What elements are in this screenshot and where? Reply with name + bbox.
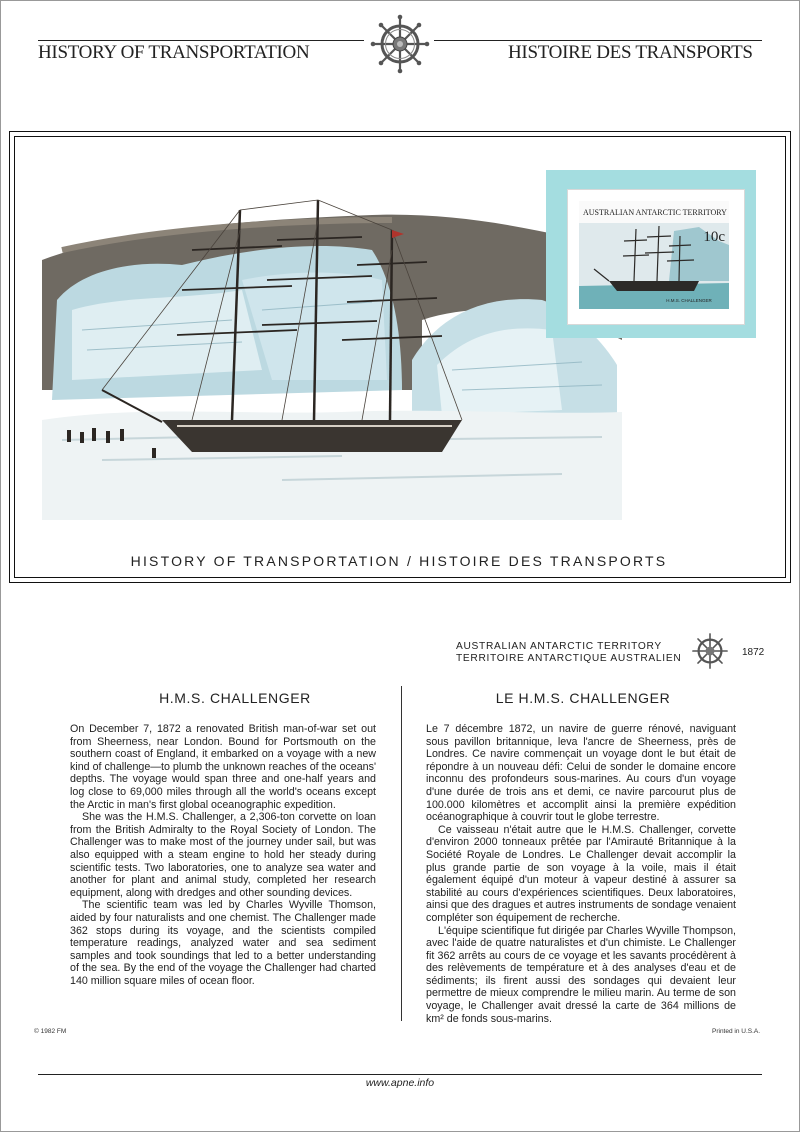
issue-label <box>456 641 681 665</box>
header-title-fr: HISTOIRE DES TRANSPORTS <box>508 42 753 63</box>
french-paragraph: Ce vaisseau n'était autre que le H.M.S. Challenger, corvette d'environ 2000 tonneaux prêtée par l'Amirauté Britannique à la Société Royale de Londres. Le Challenger devait accomplir la plus grande partie de son voyage à la voile, mais il était également équipé d'un moteur à vapeur destiné à assurer sa stabilité au cours d'expériences scientifiques. Deux laboratoires, ainsi que des dragues et autres instruments de sondage venaient compléter son équipement de recherche. <box>426 823 736 924</box>
french-paragraph: Le 7 décembre 1872, un navire de guerre rénové, naviguant sous pavillon britannique, leva l'ancre de Sheerness, près de Londres. Ce navire commençait un voyage dont le but était de répondre à un nouveau défi: Celui de sonder le domaine encore inconnu des profondeurs sous-marines. Au cours d'un voyage d'une durée de trois ans et demi, ce navire parcourut plus de 100.000 kilomètres et accomplit ainsi la première expédition océanographique à couvrir tout le globe terrestre. <box>426 723 736 824</box>
stamp-ship-name: H.M.S. CHALLENGER <box>666 298 712 303</box>
stamp-value: 10c <box>703 229 725 245</box>
ship-in-ice-illustration <box>42 190 622 520</box>
footer-url[interactable]: www.apne.info <box>365 1077 435 1089</box>
header-title-en: HISTORY OF TRANSPORTATION <box>38 42 310 63</box>
english-paragraph: She was the H.M.S. Challenger, a 2,306-ton corvette on loan from the British Admiralty to the Royal Society of London. The Challenger was to make most of the journey under sail, but was also equipped with a steam engine to hold her steady during scientific tests. Two laboratories, one to analyze sea water and another for plant and animal study, completed her research equipment, along with dredges and other sounding devices. <box>70 811 376 899</box>
english-text <box>70 723 376 987</box>
french-text <box>426 723 736 1025</box>
issue-year: 1872 <box>742 647 765 658</box>
column-divider <box>401 686 402 1021</box>
footer-rule <box>38 1074 762 1075</box>
ships-wheel-small-icon <box>691 632 729 670</box>
stamp-artwork <box>579 201 729 309</box>
ships-wheel-icon <box>370 14 430 74</box>
english-paragraph: On December 7, 1872 a renovated British man-of-war set out from Sheerness, near London. Bound for Portsmouth on the southern coast of England, it embarked on a voyage with a new kind of challenge—to plumb the unknown reaches of the oceans' depths. The voyage would span three and one-half years and log close to 69,000 miles through all the world's oceans except the Arctic in man's first global oceanographic expedition. <box>70 723 376 811</box>
stamp-country: AUSTRALIAN ANTARCTIC TERRITORY <box>583 208 727 217</box>
french-title: LE H.M.S. CHALLENGER <box>495 690 671 706</box>
french-paragraph: L'équipe scientifique fut dirigée par Charles Wyville Thompson, avec l'aide de quatre naturalistes et d'un chimiste. Le Challenger fit 362 arrêts au cours de ce voyage et les savants procédèrent à des relèvements de température et à des analyses d'eau et de sédiments; ils firent aussi des sondages qui devaient leur permettre de mieux comprendre le milieu marin. Au terme de son voyage, le Challenger avait dressé la carte de 364 millions de km² de fonds sous-marins. <box>426 924 736 1025</box>
header-rule-left <box>38 40 364 41</box>
copyright: © 1982 FM <box>34 1028 67 1035</box>
issue-line-en: AUSTRALIAN ANTARCTIC TERRITORY <box>456 641 662 652</box>
picture-caption: HISTORY OF TRANSPORTATION / HISTOIRE DES TRANSPORTS <box>130 553 668 569</box>
issue-line-fr: TERRITOIRE ANTARCTIQUE AUSTRALIEN <box>456 653 682 664</box>
english-paragraph: The scientific team was led by Charles Wyville Thomson, aided by four naturalists and one chemist. The Challenger made 362 stops during its voyage, and the scientists compiled temperature readings, analyzed water and sea sediment samples and took soundings that led to a better understanding of the sea. By the end of the voyage the Challenger had charted 140 million square miles of ocean floor. <box>70 899 376 987</box>
printed-in: Printed in U.S.A. <box>712 1028 761 1035</box>
english-title: H.M.S. CHALLENGER <box>159 690 311 706</box>
header-rule-right <box>434 40 762 41</box>
